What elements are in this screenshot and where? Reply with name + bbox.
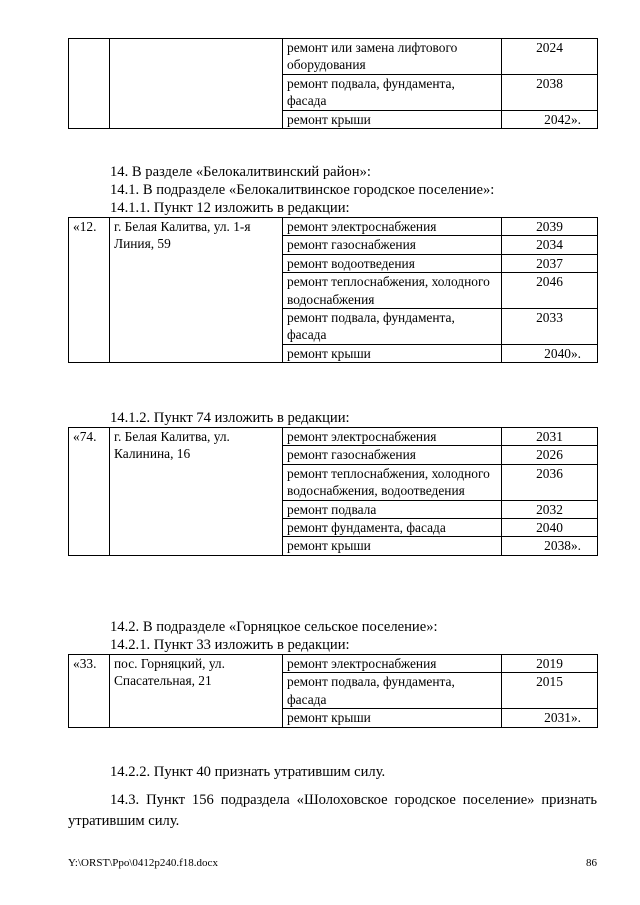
item-number <box>69 39 110 129</box>
year-cell: 2033 <box>502 309 598 345</box>
work-type-cell: ремонт электроснабжения <box>283 218 502 236</box>
work-type-cell: ремонт газоснабжения <box>283 446 502 464</box>
year-cell: 2046 <box>502 273 598 309</box>
work-type-cell: ремонт крыши <box>283 110 502 128</box>
work-type-cell: ремонт крыши <box>283 709 502 727</box>
year-cell: 2042». <box>502 110 598 128</box>
paragraph-14-3: 14.3. Пункт 156 подраздела «Шолоховское городское поселение» признать утратившим силу. <box>68 792 597 829</box>
heading-item-14-1-2: 14.1.2. Пункт 74 изложить в редакции: <box>110 410 350 426</box>
item-number: «12. <box>69 218 110 363</box>
year-cell: 2034 <box>502 236 598 254</box>
table-item-33 <box>68 654 598 728</box>
work-type-cell: ремонт подвала, фундамента, фасада <box>283 309 502 345</box>
work-type-cell: ремонт электроснабжения <box>283 655 502 673</box>
address-cell <box>110 39 283 129</box>
year-cell: 2032 <box>502 500 598 518</box>
work-type-cell: ремонт газоснабжения <box>283 236 502 254</box>
work-type-cell: ремонт подвала, фундамента, фасада <box>283 74 502 110</box>
heading-item-14-1-1: 14.1.1. Пункт 12 изложить в редакции: <box>110 200 350 216</box>
year-cell: 2038 <box>502 74 598 110</box>
footer-page-number: 86 <box>586 857 597 869</box>
year-cell: 2036 <box>502 464 598 500</box>
heading-section-14: 14. В разделе «Белокалитвинский район»: <box>110 164 371 180</box>
footer-file-path: Y:\ORST\Ppo\0412p240.f18.docx <box>68 857 218 869</box>
table-row <box>69 655 598 673</box>
paragraph-14-2-2: 14.2.2. Пункт 40 признать утратившим силу. <box>110 764 386 780</box>
year-cell: 2040». <box>502 344 598 362</box>
year-cell: 2026 <box>502 446 598 464</box>
year-cell: 2038». <box>502 537 598 555</box>
table-row <box>69 218 598 236</box>
work-type-cell: ремонт водоотведения <box>283 254 502 272</box>
work-type-cell: ремонт или замена лифтового оборудования <box>283 39 502 75</box>
year-cell: 2039 <box>502 218 598 236</box>
work-type-cell: ремонт крыши <box>283 344 502 362</box>
heading-subsection-14-1: 14.1. В подразделе «Белокалитвинское городское поселение»: <box>110 182 495 198</box>
year-cell: 2019 <box>502 655 598 673</box>
heading-subsection-14-2: 14.2. В подразделе «Горняцкое сельское поселение»: <box>110 619 438 635</box>
year-cell: 2031 <box>502 428 598 446</box>
item-number: «74. <box>69 428 110 556</box>
table-row <box>69 39 598 75</box>
year-cell: 2037 <box>502 254 598 272</box>
address-cell: пос. Горняцкий, ул. Спасательная, 21 <box>110 655 283 728</box>
work-type-cell: ремонт электроснабжения <box>283 428 502 446</box>
work-type-cell: ремонт теплоснабжения, холодного водоснабжения, водоотведения <box>283 464 502 500</box>
year-cell: 2031». <box>502 709 598 727</box>
work-type-cell: ремонт подвала, фундамента, фасада <box>283 673 502 709</box>
work-type-cell: ремонт подвала <box>283 500 502 518</box>
item-number: «33. <box>69 655 110 728</box>
address-cell: г. Белая Калитва, ул. 1-я Линия, 59 <box>110 218 283 363</box>
heading-item-14-2-1: 14.2.1. Пункт 33 изложить в редакции: <box>110 637 350 653</box>
table-item-12 <box>68 217 598 363</box>
address-cell: г. Белая Калитва, ул. Калинина, 16 <box>110 428 283 556</box>
table-item-74 <box>68 427 598 556</box>
year-cell: 2024 <box>502 39 598 75</box>
table-continuation <box>68 38 598 129</box>
work-type-cell: ремонт крыши <box>283 537 502 555</box>
work-type-cell: ремонт теплоснабжения, холодного водоснабжения <box>283 273 502 309</box>
year-cell: 2040 <box>502 519 598 537</box>
work-type-cell: ремонт фундамента, фасада <box>283 519 502 537</box>
table-row <box>69 428 598 446</box>
year-cell: 2015 <box>502 673 598 709</box>
